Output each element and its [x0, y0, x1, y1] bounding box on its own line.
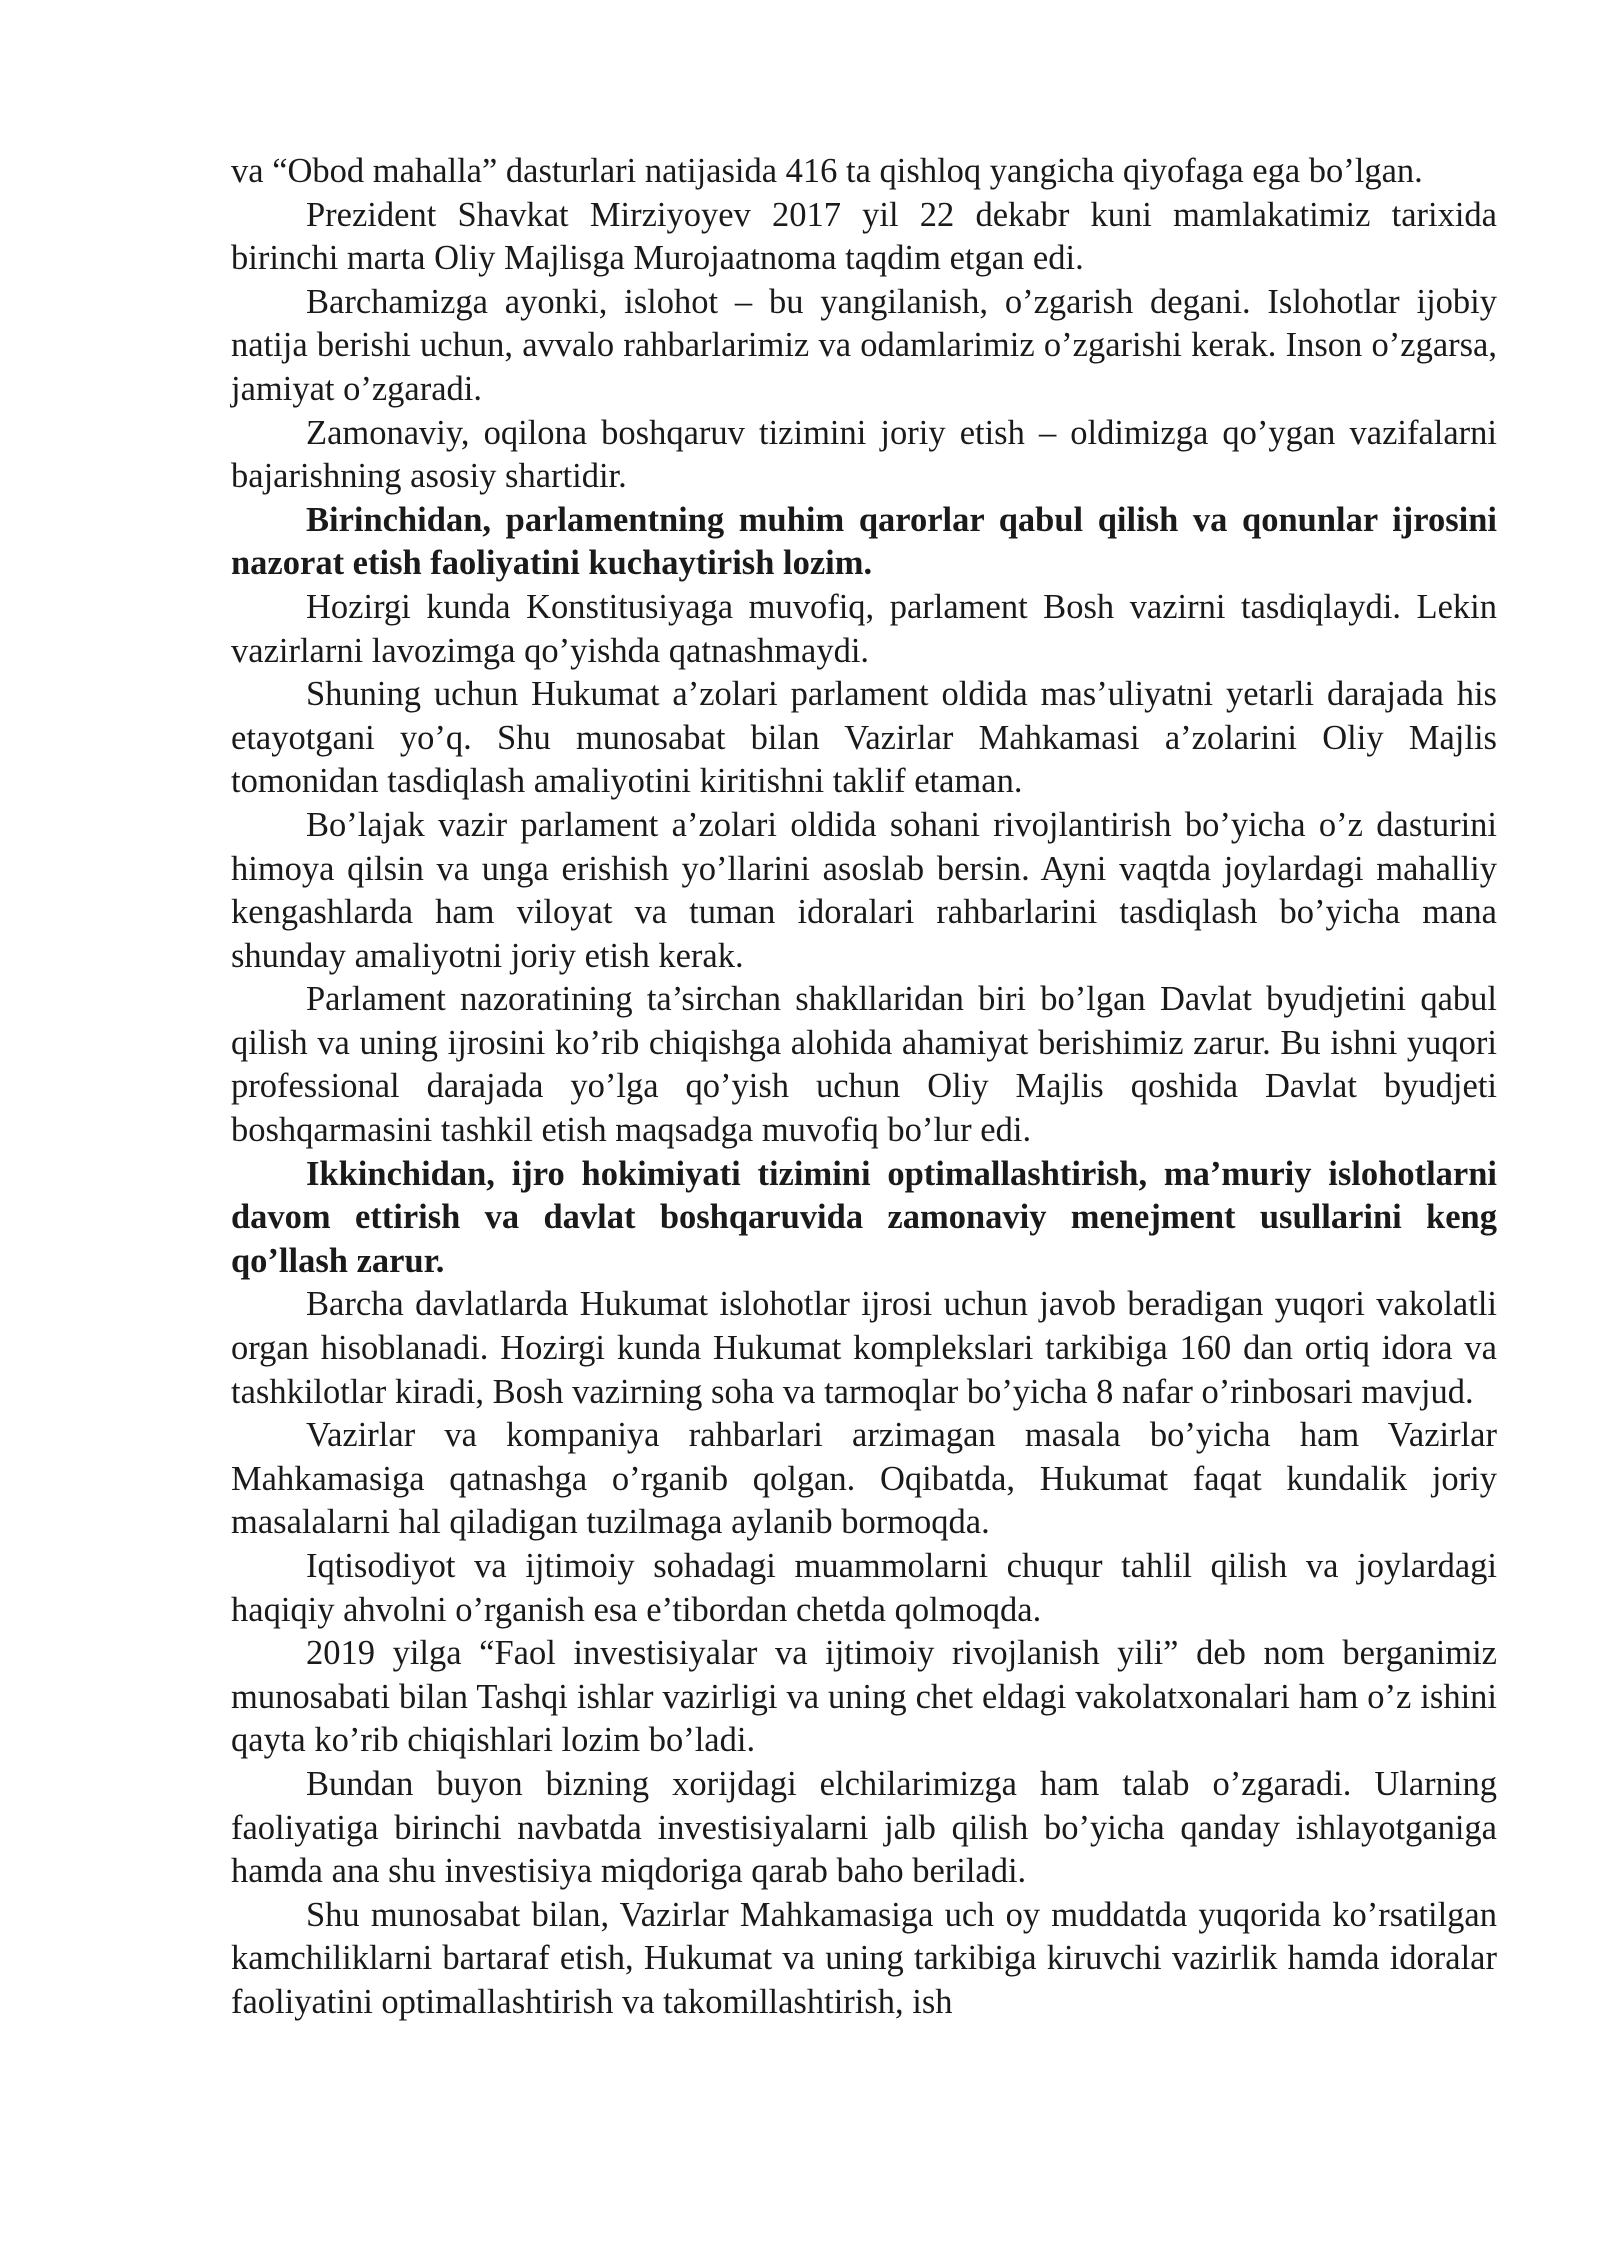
bold-paragraph: Birinchidan, parlamentning muhim qarorlar qabul qilish va qonunlar ijrosini nazorat etish faoliyatini kuchaytirish lozim. [231, 500, 1497, 583]
paragraph: Barchamizga ayonki, islohot – bu yangilanish, o’zgarish degani. Islohotlar ijobiy natija berishi uchun, avvalo rahbarlarimiz va odamlarimiz o’zgarishi kerak. Inson o’zgarsa, jamiyat o’zgaradi. [231, 282, 1497, 408]
document-page [231, 150, 1497, 2025]
paragraph: 2019 yilga “Faol investisiyalar va ijtimoiy rivojlanish yili” deb nom berganimiz munosabati bilan Tashqi ishlar vazirligi va uning chet eldagi vakolatxonalari ham o’z ishini qayta ko’rib chiqishlari lozim bo’ladi. [231, 1634, 1497, 1760]
paragraph: va “Obod mahalla” dasturlari natijasida 416 ta qishloq yangicha qiyofaga ega bo’lgan. [231, 152, 1423, 190]
paragraph: Parlament nazoratining ta’sirchan shakllaridan biri bo’lgan Davlat byudjetini qabul qilish va uning ijrosini ko’rib chiqishga alohida ahamiyat berishimiz zarur. Bu ishni yuqori professional darajada yo’lga qo’yish uchun Oliy Majlis qoshida Davlat byudjeti boshqarmasini tashkil etish maqsadga muvofiq bo’lur edi. [231, 980, 1497, 1150]
paragraph: Zamonaviy, oqilona boshqaruv tizimini joriy etish – oldimizga qo’ygan vazifalarni bajarishning asosiy shartidir. [231, 413, 1497, 496]
paragraph: Prezident Shavkat Mirziyoyev 2017 yil 22 dekabr kuni mamlakatimiz tarixida birinchi marta Oliy Majlisga Murojaatnoma taqdim etgan edi. [231, 195, 1497, 278]
paragraph: Barcha davlatlarda Hukumat islohotlar ijrosi uchun javob beradigan yuqori vakolatli organ hisoblanadi. Hozirgi kunda Hukumat komplekslari tarkibiga 160 dan ortiq idora va tashkilotlar kiradi, Bosh vazirning soha va tarmoqlar bo’yicha 8 nafar o’rinbosari mavjud. [231, 1285, 1497, 1411]
paragraph: Hozirgi kunda Konstitusiyaga muvofiq, parlament Bosh vazirni tasdiqlaydi. Lekin vazirlarni lavozimga qo’yishda qatnashmaydi. [231, 587, 1497, 670]
paragraph: Bundan buyon bizning xorijdagi elchilarimizga ham talab o’zgaradi. Ularning faoliyatiga birinchi navbatda investisiyalarni jalb qilish bo’yicha qanday ishlayotganiga hamda ana shu investisiya miqdoriga qarab baho beriladi. [231, 1764, 1497, 1891]
paragraph: Bo’lajak vazir parlament a’zolari oldida sohani rivojlantirish bo’yicha o’z dasturini himoya qilsin va unga erishish yo’llarini asoslab bersin. Ayni vaqtda joylardagi mahalliy kengashlarda ham viloyat va tuman idoralari rahbarlarini tasdiqlash bo’yicha mana shunday amaliyotni joriy etish kerak. [231, 805, 1497, 975]
paragraph: Vazirlar va kompaniya rahbarlari arzimagan masala bo’yicha ham Vazirlar Mahkamasiga qatnashga o’rganib qolgan. Oqibatda, Hukumat faqat kundalik joriy masalalarni hal qiladigan tuzilmaga aylanib bormoqda. [231, 1416, 1497, 1542]
paragraph: Shuning uchun Hukumat a’zolari parlament oldida mas’uliyatni yetarli darajada his etayotgani yo’q. Shu munosabat bilan Vazirlar Mahkamasi a’zolarini Oliy Majlis tomonidan tasdiqlash amaliyotini kiritishni taklif etaman. [231, 675, 1497, 801]
paragraph: Shu munosabat bilan, Vazirlar Mahkamasiga uch oy muddatda yuqorida ko’rsatilgan kamchiliklarni bartaraf etish, Hukumat va uning tarkibiga kiruvchi vazirlik hamda idoralar faoliyatini optimallashtirish va takomillashtirish, ish [231, 1895, 1497, 2021]
bold-paragraph: Ikkinchidan, ijro hokimiyati tizimini optimallashtirish, ma’muriy islohotlarni davom ettirish va davlat boshqaruvida zamonaviy menejment usullarini keng qo’llash zarur. [231, 1154, 1497, 1280]
paragraph: Iqtisodiyot va ijtimoiy sohadagi muammolarni chuqur tahlil qilish va joylardagi haqiqiy ahvolni o’rganish esa e’tibordan chetda qolmoqda. [231, 1547, 1497, 1629]
